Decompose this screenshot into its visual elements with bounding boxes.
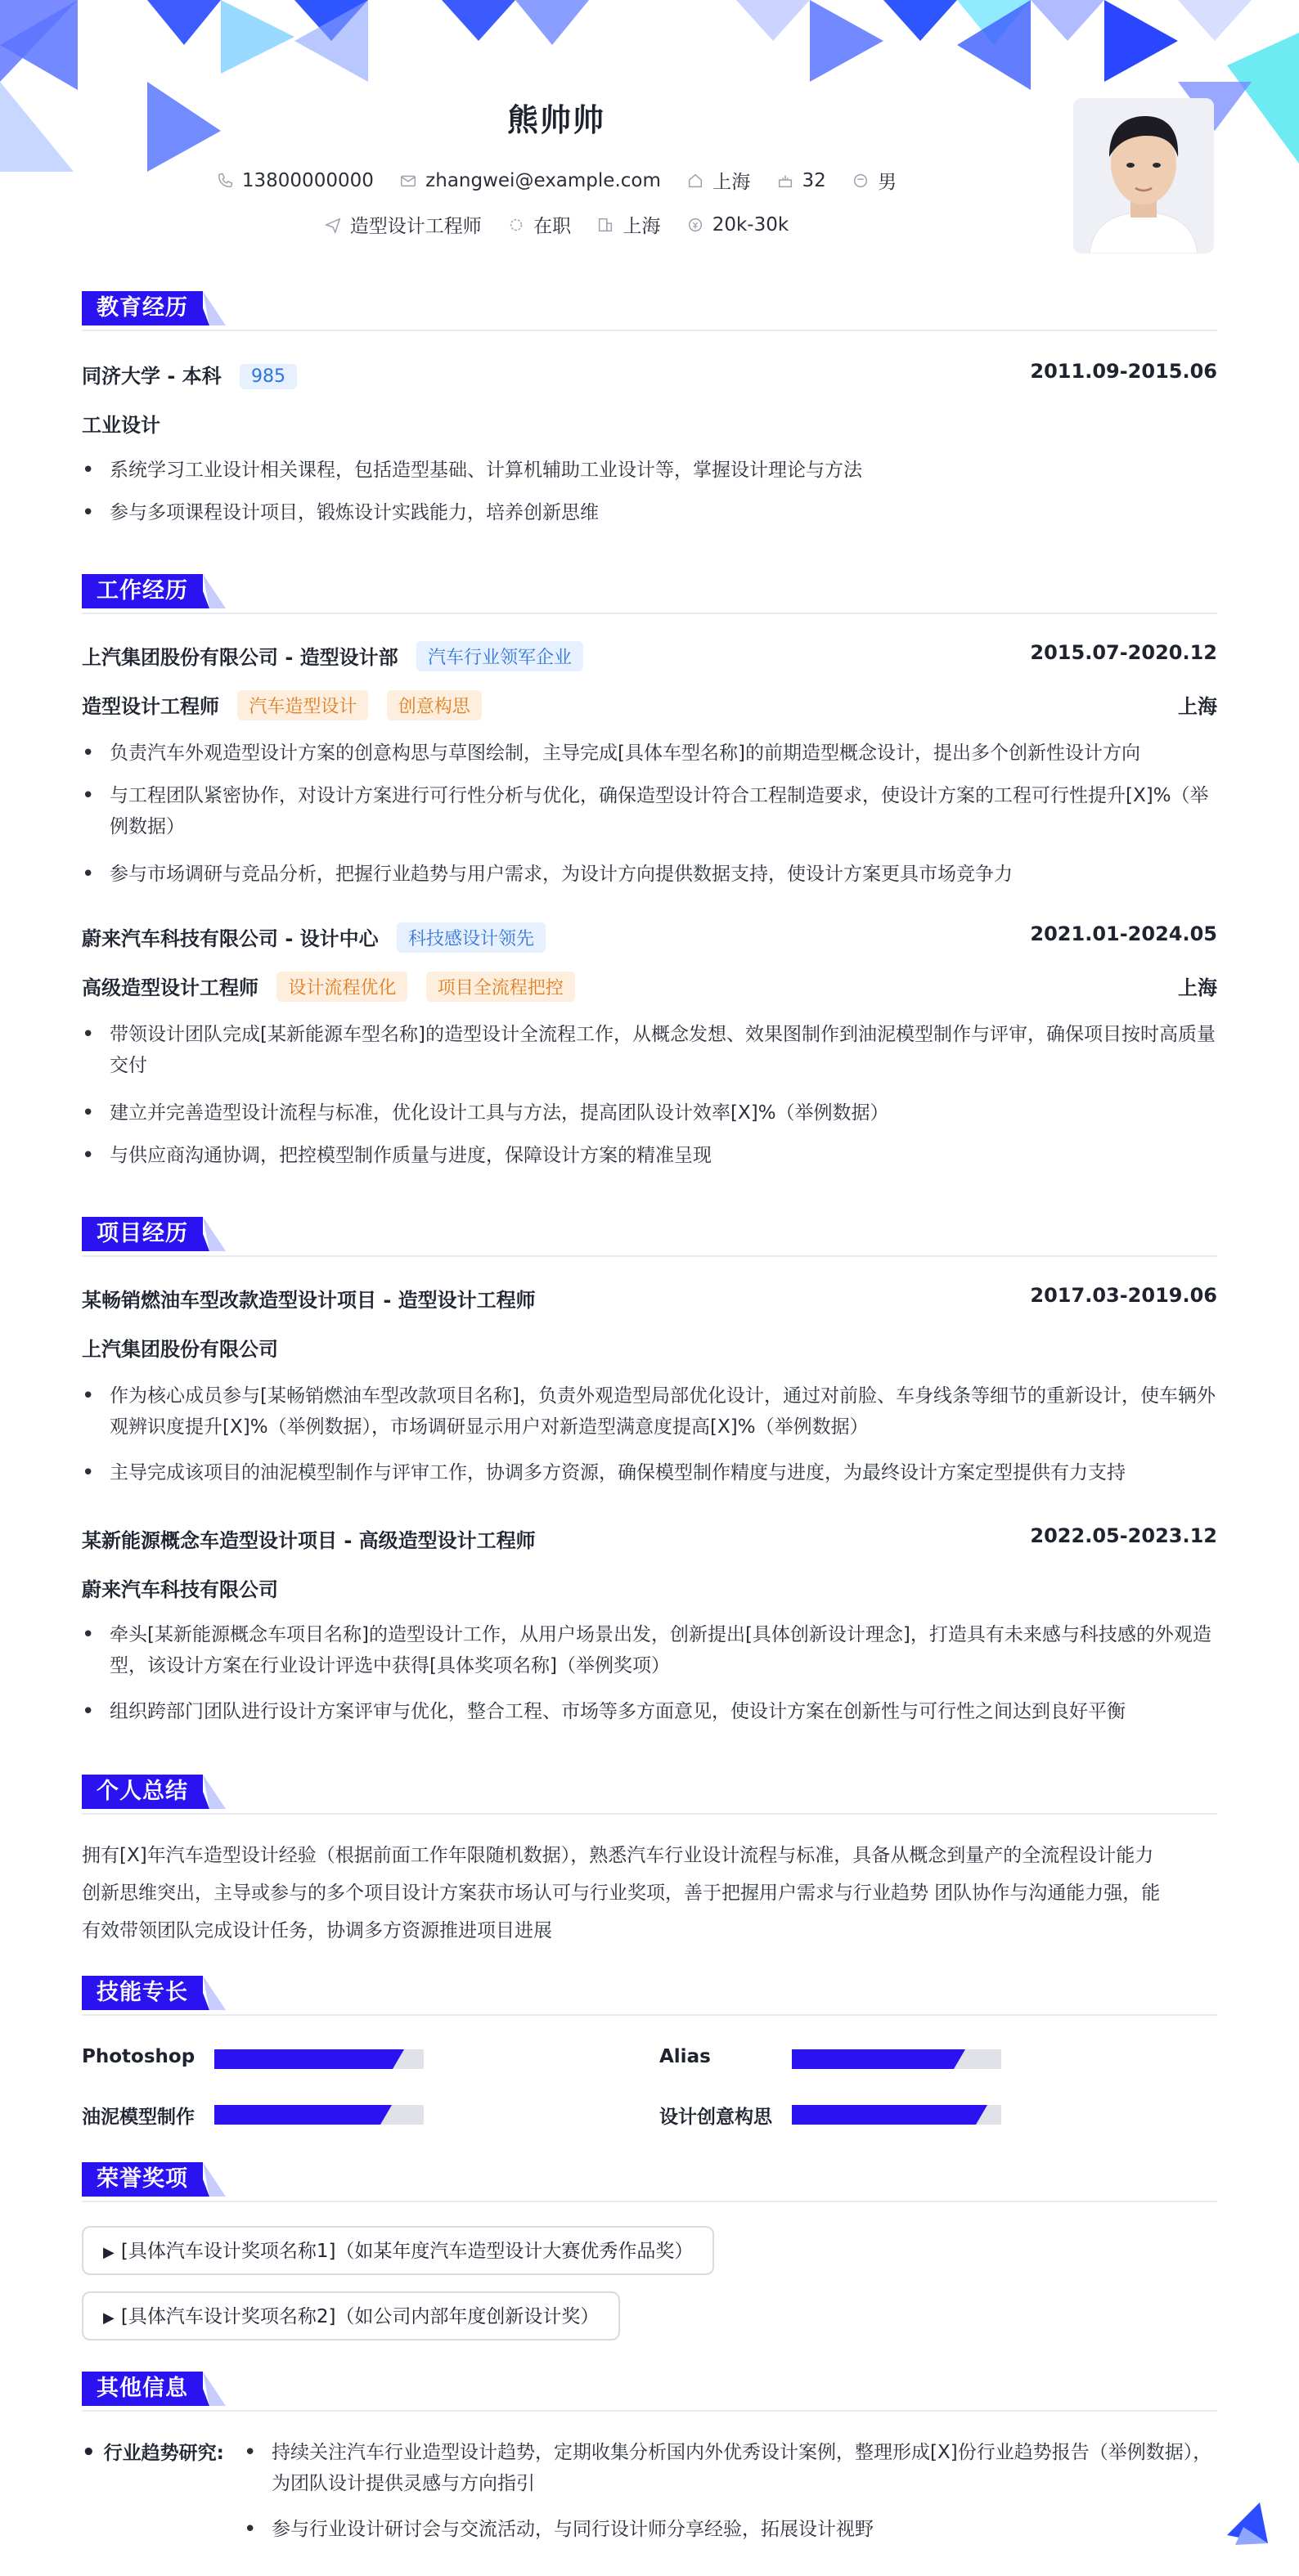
- job-intent-row: [0, 211, 1112, 239]
- summary-line: 创新思维突出，主导或参与的多个项目设计方案获市场认可与行业奖项，善于把握用户需求与行业趋势 团队协作与沟通能力强，能: [82, 1883, 1161, 1904]
- home-city: [686, 167, 750, 194]
- job-city: 上海: [1178, 976, 1217, 999]
- cake-icon: [776, 172, 794, 190]
- candidate-name: 熊帅帅: [506, 102, 605, 138]
- list-item: • 负责汽车外观造型设计方案的创意构思与草图绘制，主导完成[具体车型名称]的前期造型概念设计，提出多个创新性设计方向: [82, 741, 1140, 765]
- school-tag: 985: [240, 364, 297, 389]
- list-item: • 与供应商沟通协调，把控模型制作质量与进度，保障设计方案的精准呈现: [82, 1143, 712, 1168]
- profile-photo: [1073, 98, 1214, 254]
- triangle-icon: ▶: [103, 2309, 115, 2327]
- summary-text: [82, 1837, 1217, 1950]
- send-icon: [324, 216, 342, 234]
- job-period: 2021.01-2024.05: [1030, 922, 1217, 945]
- skill-bar: [214, 2049, 424, 2069]
- target-city: [596, 211, 660, 238]
- award-text: [具体汽车设计奖项名称1]（如某年度汽车造型设计大赛优秀作品奖）: [120, 2241, 694, 2262]
- education-period: 2011.09-2015.06: [1030, 360, 1217, 383]
- company-tag: 科技感设计领先: [397, 922, 546, 953]
- section-tail-decoration: [196, 2372, 229, 2406]
- project-period: 2022.05-2023.12: [1030, 1524, 1217, 1547]
- triangle-icon: ▶: [103, 2244, 115, 2261]
- section-skills: [82, 1976, 1217, 2010]
- list-item: • 牵头[某新能源概念车项目名称]的造型设计工作，从用户场景出发，创新提出[具体创新设计理念]，打造具有未来感与科技感的外观造型，该设计方案在行业设计评选中获得[具体奖项名称]（举例奖项）: [82, 1622, 1211, 1676]
- section-title: 项目经历: [82, 1217, 203, 1251]
- list-item: • 带领设计团队完成[某新能源车型名称]的造型设计全流程工作，从概念发想、效果图制作到油泥模型制作与评审，确保项目按时高质量交付: [82, 1022, 1216, 1076]
- project-title: 某畅销燃油车型改款造型设计项目 - 造型设计工程师: [82, 1289, 536, 1312]
- project-header: [82, 1524, 1217, 1553]
- project-period: 2017.03-2019.06: [1030, 1284, 1217, 1307]
- role-tag: 项目全流程把控: [426, 972, 575, 1002]
- company-name: 上汽集团股份有限公司 - 造型设计部: [82, 646, 398, 669]
- other-label-row: • 行业趋势研究:: [82, 2440, 224, 2465]
- section-projects: [82, 1217, 1217, 1251]
- home-icon: [686, 172, 704, 190]
- job-role: 高级造型设计工程师: [82, 976, 258, 999]
- list-item: • 与工程团队紧密协作，对设计方案进行可行性分析与优化，确保造型设计符合工程制造要求，使设计方案的工程可行性提升[X]%（举例数据）: [82, 783, 1209, 837]
- job-status: [507, 211, 571, 238]
- gender: [852, 167, 897, 194]
- target-city-text: 上海: [623, 216, 661, 237]
- school-name: 同济大学 - 本科: [82, 365, 222, 388]
- job-header: [82, 641, 1217, 671]
- summary-line: 有效带领团队完成设计任务，协调多方资源推进项目进展: [82, 1920, 552, 1941]
- mail-icon: [399, 172, 417, 190]
- project-header: [82, 1284, 1217, 1313]
- skill-bar-fill: [214, 2105, 380, 2125]
- list-item: • 组织跨部门团队进行设计方案评审与优化，整合工程、市场等多方面意见，使设计方案在创新性与可行性之间达到良好平衡: [82, 1699, 1126, 1724]
- job-role: 造型设计工程师: [82, 695, 219, 718]
- skill-name: Alias: [659, 2046, 711, 2067]
- section-divider: [82, 1813, 1217, 1815]
- section-tail-decoration: [196, 291, 229, 325]
- list-item: • 主导完成该项目的油泥模型制作与评审工作，协调多方资源，确保模型制作精度与进度，为最终设计方案定型提供有力支持: [82, 1461, 1126, 1485]
- home-city-text: 上海: [712, 172, 751, 193]
- section-title: 个人总结: [82, 1775, 203, 1809]
- project-title: 某新能源概念车造型设计项目 - 高级造型设计工程师: [82, 1529, 536, 1552]
- role-tag: 汽车造型设计: [237, 690, 368, 720]
- job-header: [82, 922, 1217, 953]
- section-divider: [82, 2014, 1217, 2016]
- list-item: • 参与行业设计研讨会与交流活动，与同行设计师分享经验，拓展设计视野: [244, 2517, 874, 2542]
- age: [776, 170, 826, 191]
- section-divider: [82, 2410, 1217, 2412]
- education-header: [82, 360, 1217, 389]
- job-role-row: [82, 690, 1217, 720]
- list-item: • 建立并完善造型设计流程与标准，优化设计工具与方法，提高团队设计效率[X]%（举例数据）: [82, 1101, 889, 1125]
- coin-icon: [686, 216, 704, 234]
- section-tail-decoration: [196, 1217, 229, 1251]
- target-job: [324, 211, 482, 238]
- section-title: 工作经历: [82, 574, 203, 608]
- phone-icon: [216, 172, 234, 190]
- award-text: [具体汽车设计奖项名称2]（如公司内部年度创新设计奖）: [120, 2306, 600, 2327]
- corner-decoration-icon: [1219, 2494, 1276, 2551]
- phone: [216, 170, 374, 191]
- section-divider: [82, 330, 1217, 331]
- section-divider: [82, 613, 1217, 614]
- list-item: • 作为核心成员参与[某畅销燃油车型改款项目名称]，负责外观造型局部优化设计，通过对前脸、车身线条等细节的重新设计，使车辆外观辨识度提升[X]%（举例数据），市场调研显示用户对新造型满意度提高[X]%（举例数据）: [82, 1384, 1216, 1438]
- section-title: 教育经历: [82, 291, 203, 325]
- age-text: 32: [802, 169, 826, 191]
- section-title: 技能专长: [82, 1976, 203, 2010]
- role-tag: 设计流程优化: [276, 972, 407, 1002]
- section-summary: [82, 1775, 1217, 1809]
- major: 工业设计: [82, 414, 160, 437]
- contact-row: [0, 167, 1112, 195]
- list-item: • 参与市场调研与竞品分析，把握行业趋势与用户需求，为设计方向提供数据支持，使设计方案更具市场竞争力: [82, 862, 1013, 886]
- skill-bar-fill: [792, 2105, 976, 2125]
- project-org: 蔚来汽车科技有限公司: [82, 1578, 278, 1601]
- award-item: [82, 2226, 714, 2275]
- section-tail-decoration: [196, 2162, 229, 2197]
- job-city: 上海: [1178, 695, 1217, 718]
- section-divider: [82, 1255, 1217, 1257]
- company-name: 蔚来汽车科技有限公司 - 设计中心: [82, 927, 379, 950]
- section-education: [82, 291, 1217, 325]
- section-tail-decoration: [196, 1775, 229, 1809]
- list-item: • 持续关注汽车行业造型设计趋势，定期收集分析国内外优秀设计案例，整理形成[X]份行业趋势报告（举例数据），为团队设计提供灵感与方向指引: [244, 2440, 1212, 2494]
- role-tag: 创意构思: [387, 690, 482, 720]
- skill-bar: [792, 2049, 1001, 2069]
- company-tag: 汽车行业领军企业: [416, 641, 583, 671]
- summary-line: 拥有[X]年汽车造型设计经验（根据前面工作年限随机数据），熟悉汽车行业设计流程与标准，具备从概念到量产的全流程设计能力: [82, 1845, 1154, 1866]
- project-org: 上汽集团股份有限公司: [82, 1338, 278, 1361]
- section-tail-decoration: [196, 1976, 229, 2010]
- section-title: 荣誉奖项: [82, 2162, 203, 2197]
- skill-bar: [792, 2105, 1001, 2125]
- list-item: • 系统学习工业设计相关课程，包括造型基础、计算机辅助工业设计等，掌握设计理论与方法: [82, 458, 862, 482]
- section-awards: [82, 2162, 1217, 2197]
- job-period: 2015.07-2020.12: [1030, 641, 1217, 664]
- phone-text: 13800000000: [241, 169, 374, 191]
- gender-icon: [852, 172, 870, 190]
- status-icon: [507, 216, 525, 234]
- list-item: • 参与多项课程设计项目，锻炼设计实践能力，培养创新思维: [82, 500, 599, 525]
- job-role-row: [82, 972, 1217, 1002]
- award-item: [82, 2291, 620, 2340]
- skill-name: 油泥模型制作: [82, 2107, 195, 2128]
- section-divider: [82, 2201, 1217, 2202]
- email-text: zhangwei@example.com: [425, 169, 661, 191]
- section-tail-decoration: [196, 574, 229, 608]
- building-icon: [596, 216, 614, 234]
- section-title: 其他信息: [82, 2372, 203, 2406]
- skill-bar-fill: [214, 2049, 393, 2069]
- skill-bar-fill: [792, 2049, 954, 2069]
- email: [399, 170, 661, 191]
- salary: [686, 214, 789, 236]
- target-job-text: 造型设计工程师: [349, 216, 482, 237]
- other-label: 行业趋势研究:: [103, 2443, 224, 2464]
- skill-name: 设计创意构思: [659, 2107, 772, 2128]
- gender-text: 男: [878, 172, 897, 193]
- salary-text: 20k-30k: [712, 213, 789, 236]
- skill-name: Photoshop: [82, 2046, 196, 2067]
- section-work: [82, 574, 1217, 608]
- skill-bar: [214, 2105, 424, 2125]
- job-status-text: 在职: [533, 216, 572, 237]
- section-other: [82, 2372, 1217, 2406]
